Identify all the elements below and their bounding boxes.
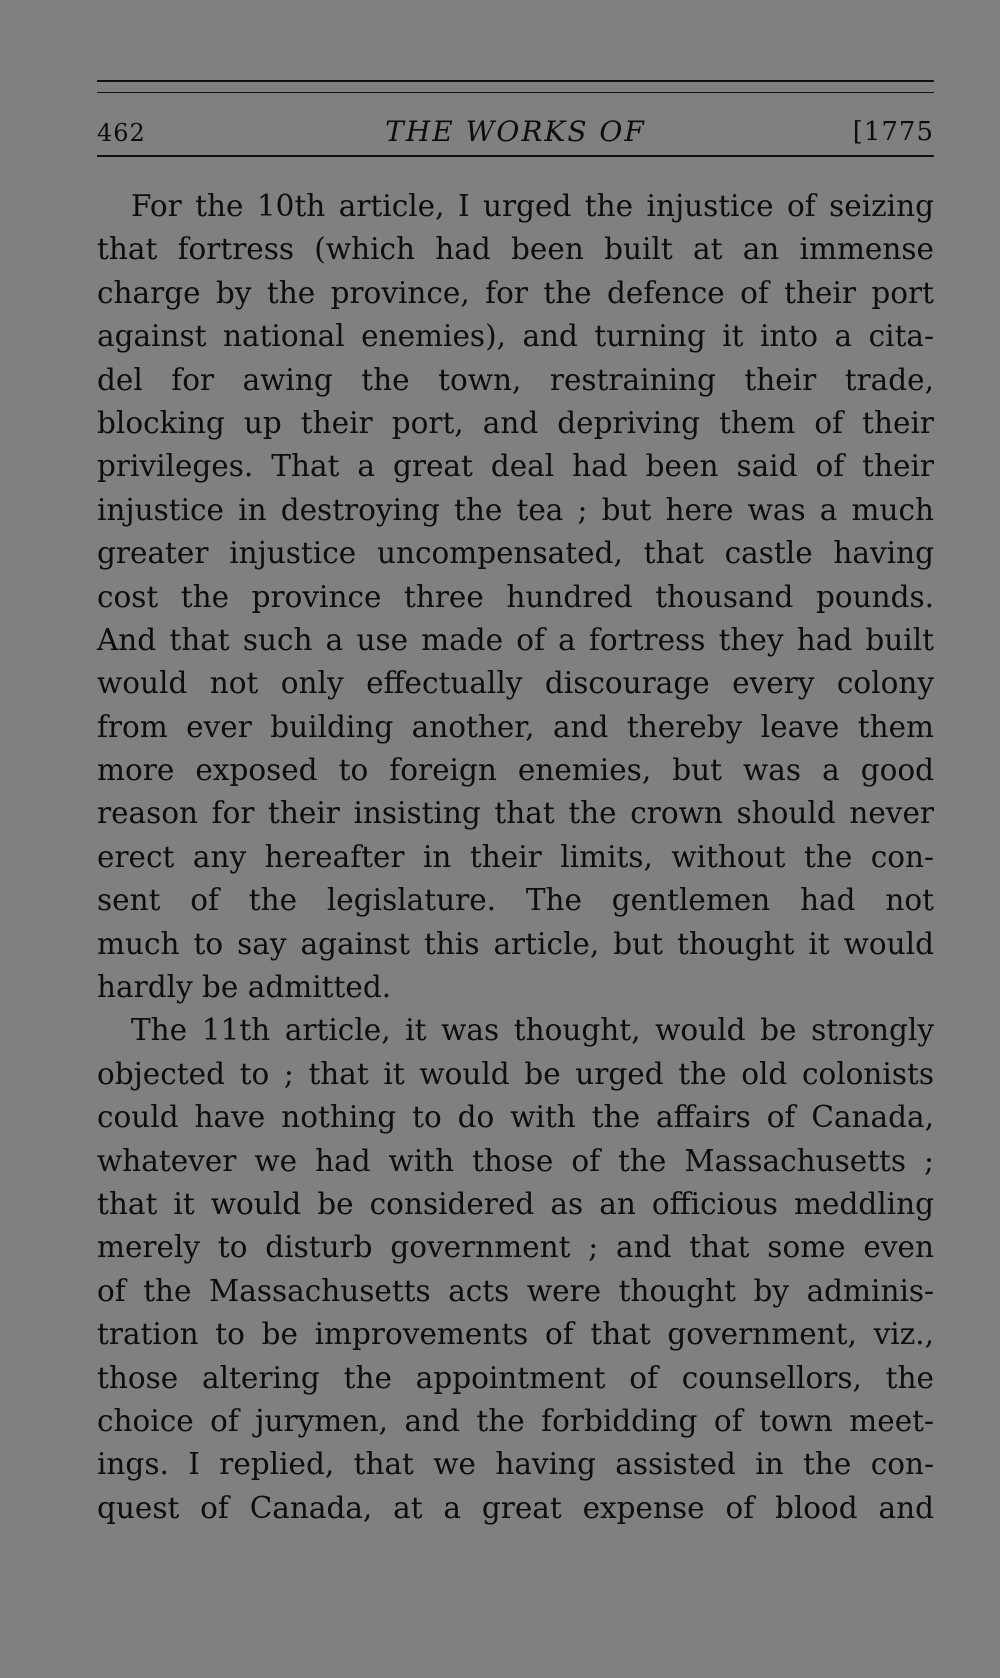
page-number: 462 [97, 119, 146, 147]
running-head [97, 97, 934, 151]
text-line: sent of the legislature. The gentlemen had not [97, 883, 934, 918]
text-line: of the Massachusetts acts were thought by adminis- [97, 1273, 934, 1308]
paragraph-1 [97, 185, 934, 1009]
text-line: that it would be considered as an officious meddling [97, 1186, 934, 1221]
book-page [97, 80, 934, 1530]
text-line: The 11th article, it was thought, would be strongly [131, 1013, 934, 1048]
text-line: injustice in destroying the tea ; but here was a much [97, 492, 934, 527]
text-line: ings. I replied, that we having assisted in the con- [97, 1447, 934, 1482]
text-line: those altering the appointment of counsellors, the [97, 1360, 934, 1395]
running-title: THE WORKS OF [385, 115, 646, 148]
text-line: greater injustice uncompensated, that castle having [97, 536, 934, 571]
paragraph-2 [97, 1009, 934, 1530]
text-line: that fortress (which had been built at an immense [97, 232, 934, 267]
text-line: blocking up their port, and depriving them of their [97, 405, 934, 440]
text-line: erect any hereafter in their limits, without the con- [97, 839, 934, 874]
text-line: For the 10th article, I urged the injustice of seizing [131, 189, 934, 223]
text-line: privileges. That a great deal had been said of their [97, 449, 934, 484]
text-line: against national enemies), and turning it into a cita- [97, 319, 934, 354]
text-line: cost the province three hundred thousand pounds. [97, 579, 934, 614]
body-text [97, 185, 934, 1530]
text-line: reason for their insisting that the crown should never [97, 796, 934, 831]
running-year: [1775 [852, 117, 934, 147]
head-rule [97, 155, 934, 157]
text-line: whatever we had with those of the Massachusetts ; [97, 1143, 934, 1178]
text-line: more exposed to foreign enemies, but was a good [97, 753, 934, 788]
text-line: quest of Canada, at a great expense of blood and [97, 1490, 934, 1525]
text-line: would not only effectually discourage every colony [97, 666, 934, 701]
text-line: merely to disturb government ; and that some even [97, 1230, 934, 1265]
text-line: And that such a use made of a fortress they had built [97, 622, 934, 657]
text-line: much to say against this article, but thought it would [97, 926, 934, 961]
top-rule-inner [97, 92, 934, 93]
text-line: from ever building another, and thereby leave them [97, 709, 934, 744]
top-rule-outer [97, 80, 934, 82]
text-line: tration to be improvements of that government, viz., [97, 1317, 934, 1352]
text-line: del for awing the town, restraining their trade, [97, 362, 934, 397]
text-line: charge by the province, for the defence of their port [97, 275, 934, 310]
text-line: hardly be admitted. [97, 970, 392, 1005]
text-line: choice of jurymen, and the forbidding of town meet- [97, 1403, 934, 1438]
text-line: could have nothing to do with the affairs of Canada, [97, 1100, 934, 1135]
text-line: objected to ; that it would be urged the old colonists [97, 1056, 934, 1091]
